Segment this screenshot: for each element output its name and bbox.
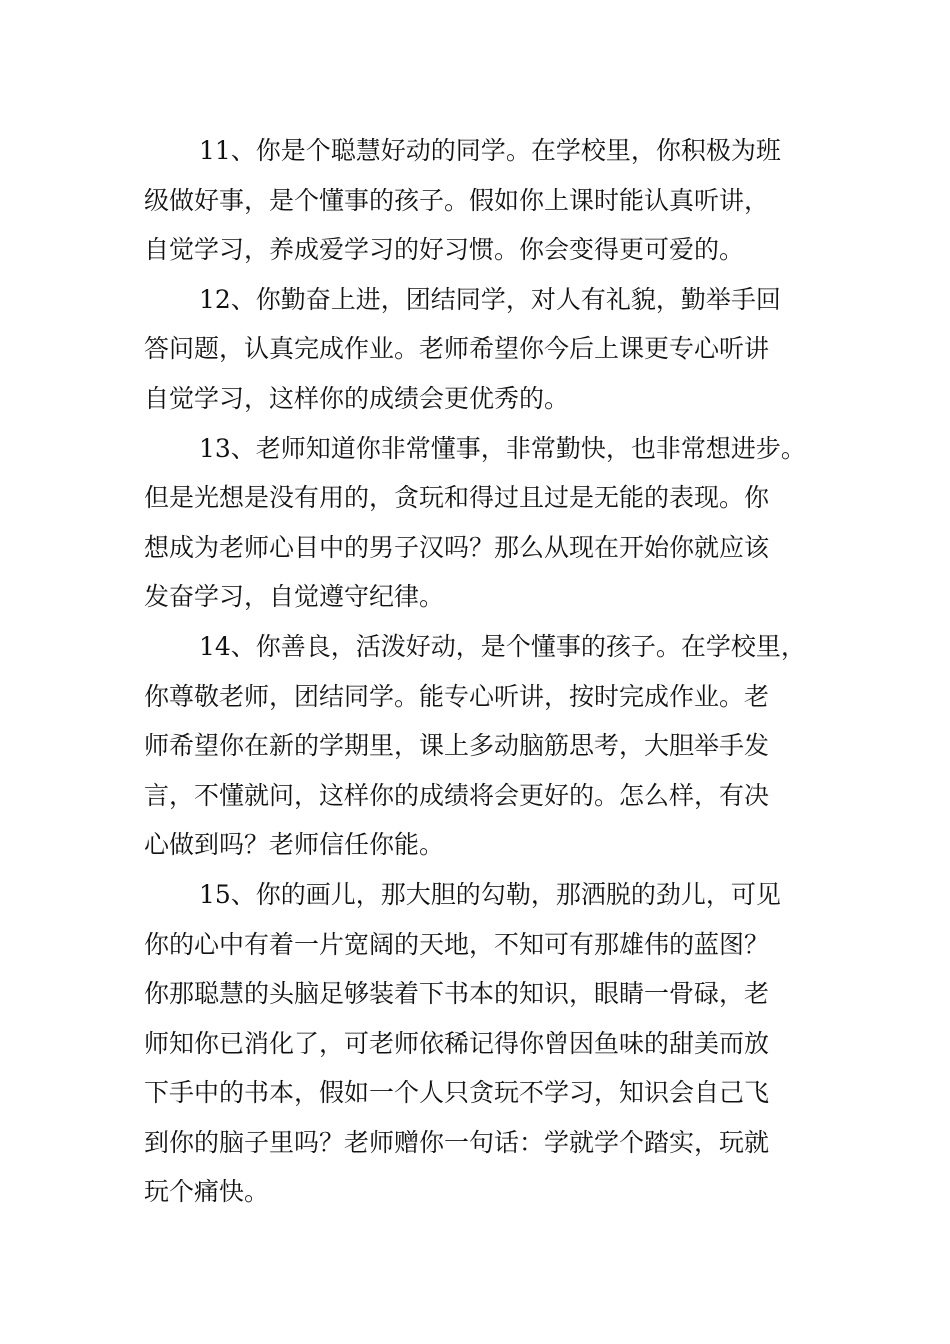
comment-paragraph-13 [144,424,824,622]
paragraph-line: 心做到吗？老师信任你能。 [144,830,445,860]
paragraph-line: 言，不懂就问，这样你的成绩将会更好的。怎么样，有决 [144,780,770,810]
paragraph-line: 想成为老师心目中的男子汉吗？那么从现在开始你就应该 [144,532,770,562]
paragraph-line: 自觉学习，这样你的成绩会更优秀的。 [144,383,570,413]
paragraph-line: 师知你已消化了，可老师依稀记得你曾因鱼味的甜美而放 [144,1028,770,1058]
paragraph-line: 13、老师知道你非常懂事，非常勤快，也非常想进步。 [199,433,806,463]
paragraph-line: 11、你是个聪慧好动的同学。在学校里，你积极为班 [199,136,781,165]
comment-paragraph-11 [144,126,824,275]
paragraph-line: 15、你的画儿，那大胆的勾勒，那洒脱的劲儿，可见 [199,879,781,909]
paragraph-line: 但是光想是没有用的，贪玩和得过且过是无能的表现。你 [144,483,770,513]
comment-paragraph-15 [144,870,824,1217]
paragraph-line: 你的心中有着一片宽阔的天地，不知可有那雄伟的蓝图？ [144,929,770,959]
paragraph-line: 到你的脑子里吗？老师赠你一句话：学就学个踏实，玩就 [144,1127,770,1157]
comment-paragraph-14 [144,622,824,870]
paragraph-line: 下手中的书本，假如一个人只贪玩不学习，知识会自己飞 [144,1078,770,1108]
paragraph-line: 自觉学习，养成爱学习的好习惯。你会变得更可爱的。 [144,235,745,265]
paragraph-line: 发奋学习，自觉遵守纪律。 [144,582,445,612]
paragraph-line: 12、你勤奋上进，团结同学，对人有礼貌，勤举手回 [199,284,781,314]
paragraph-line: 师希望你在新的学期里，课上多动脑筋思考，大胆举手发 [144,731,770,761]
paragraph-line: 你尊敬老师，团结同学。能专心听讲，按时完成作业。老 [144,681,770,711]
comment-paragraph-12 [144,275,824,424]
paragraph-line: 你那聪慧的头脑足够装着下书本的知识，眼睛一骨碌，老 [144,979,770,1009]
document-body [144,126,824,1217]
paragraph-line: 答问题，认真完成作业。老师希望你今后上课更专心听讲 [144,334,770,364]
paragraph-line: 级做好事，是个懂事的孩子。假如你上课时能认真听讲， [144,185,770,215]
paragraph-line: 玩个痛快。 [144,1177,270,1207]
paragraph-line: 14、你善良，活泼好动，是个懂事的孩子。在学校里， [199,631,806,661]
